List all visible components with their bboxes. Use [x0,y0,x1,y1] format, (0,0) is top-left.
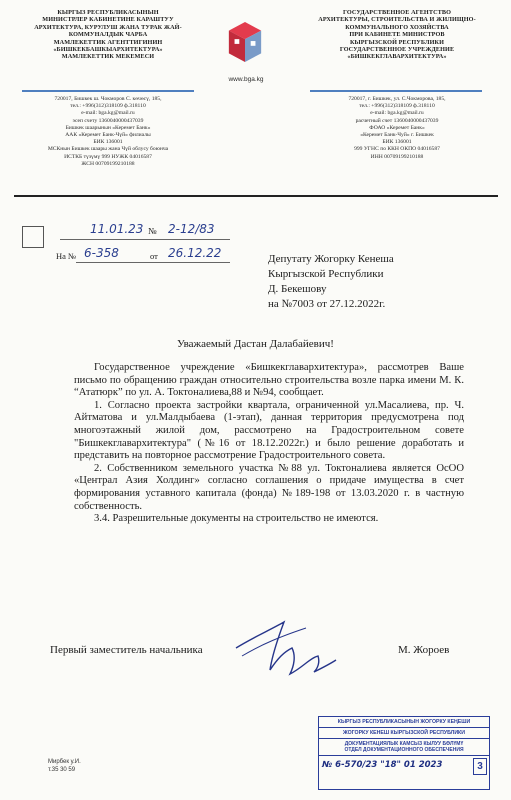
cube-logo-icon [226,20,264,64]
greeting: Уважаемый Дастан Далабайевич! [177,338,334,350]
reference-label: На № [56,251,77,261]
header-left-line: МИНИСТРЛЕР КАБИНЕТИНЕ КАРАШТУУ [42,16,174,24]
stamp-box-number: 3 [473,758,487,775]
header-left-title [18,9,198,61]
executor-phone: т.35 30 59 [48,767,76,773]
header-left-detail: тел.: +996(312)318109 ф.318110 [70,103,146,110]
header-right-detail: e-mail: bga.kg@mail.ru [370,110,424,117]
stamp-line: ОТДЕЛ ДОКУМЕНТАЦИОННОГО ОБЕСПЕЧЕНИЯ [319,747,489,756]
body-intro: Государственное учреждение «Бишкекглавархитектура», рассмотрев Ваше письмо по обращению граждан относительно строительства возле парка имени М. К. “Ататюрк” по ул. А. Токтоналиева,88 и №94, сообщает. [74,362,464,399]
header-right-line: ГОСУДАРСТВЕННОЕ УЧРЕЖДЕНИЕ [339,46,455,54]
header-left-line: КОММУНАЛДЫК ЧАРБА [68,31,148,39]
header-right-line: АРХИТЕКТУРЫ, СТРОИТЕЛЬСТВА И ЖИЛИЩНО- [318,16,476,24]
header-right-line: КОММУНАЛЬНОГО ХОЗЯЙСТВА [345,23,449,31]
header-left-divider [22,90,194,92]
stamp-line: ЖОГОРКУ КЕНЕШ КЫРГЫЗСКОЙ РЕСПУБЛИКИ [319,728,489,739]
header-right-detail: «Керемет Банк-Чуй» г. Бишкек [360,132,434,139]
header-left-details [18,96,198,168]
header-right-detail: ИНН 00709199210188 [370,153,424,160]
header-separator [14,195,498,197]
reference-from-label: от [150,251,158,261]
addressee-line: Кыргызской Республики [268,268,384,280]
header-left-line: МАМЛЕКЕТТИК АГЕНТТИГИНИН [53,38,163,46]
agency-logo [222,20,268,84]
header-left-detail: e-mail: bga.kg@mail.ru [81,110,135,117]
header-right-detail: 720017, г. Бишкек, ул. С.Чокморова, 185, [348,96,446,102]
header-left-detail: МСКнын Бишкек шаары жана Чүй облусу боюнча [47,146,169,153]
registration-line [60,239,230,240]
header-right-line: ПРИ КАБИНЕТЕ МИНИСТРОВ [349,31,445,39]
header-right-details [302,96,492,161]
header-right-detail: БИК 136001 [382,139,412,146]
header-right-title [302,9,492,61]
addressee-line: Д. Бекешову [268,283,327,295]
header-left-line: «БИШКЕКБАШКЫАРХИТЕКТУРА» [53,46,163,54]
header-left-detail: ЖСН 00709199210188 [81,160,135,167]
signature-position: Первый заместитель начальника [50,644,203,656]
reference-date: 26.12.22 [168,246,222,260]
header-left-detail: БИК 136001 [93,139,123,146]
body-item-1: 1. Согласно проекта застройки квартала, ограниченной ул.Масалиева, пр. Ч. Айтматова и ул.Малдыбаева (1-этап), данная территория предусмотрена под многоэтажный жилой дом, рассмотрено на Градостроительном совете "Бишкекглавархитектура" (№16 от 18.12.2022г.) и было решение доработать и представить на повторное рассмотрение Градостроительного совета. [74,399,464,462]
header-right-line: КЫРГЫЗСКОЙ РЕСПУБЛИКИ [349,38,445,46]
header-left-detail: эсеп счету 1360040000437039 [72,117,144,124]
header-left-line: МАМЛЕКЕТТИК МЕКЕМЕСИ [61,53,155,61]
body-item-3: 3.4. Разрешительные документы на строительство не имеются. [94,513,379,525]
header-right-divider [310,90,482,92]
header-left-detail: Бишкек шаарынын «Керемет Банк» [65,124,151,131]
website-link[interactable]: www.bga.kg [228,76,264,83]
registration-stamp [318,716,490,790]
executor-block [48,758,81,774]
registration-number: 2-12/83 [168,222,215,236]
registration-corner-box [22,226,44,248]
header-left-detail: ААК «Керемет Банк-Чүй» филиалы [65,132,151,139]
body-item-2: 2. Собственником земельного участка №88 ул. Токтоналиева является ОсОО «Централ Азия Холдинг» согласно соглашения о придаче имущества в счет формирования уставного капитала (фонда) №189-198 от 13.03.2020 г. в частную собственность. [74,462,464,512]
header-left-detail: ИСТКБ түзүмү 999 НУЖК 04016587 [64,153,152,160]
reference-number: 6-358 [84,246,119,260]
header-right-detail: расчетный счет 1360040000437039 [355,117,439,124]
reference-line [76,262,230,263]
letter-body [74,362,464,526]
header-left-detail: 720017, Бишкек ш. Чокморов С. көчөсү, 185, [54,96,162,102]
header-left-line: АРХИТЕКТУРА, КУРУЛУШ ЖАНА ТУРАК ЖАЙ- [34,23,182,31]
addressee-line: Депутату Жогорку Кенеша [268,253,394,265]
executor-name: Мирбек у.И. [48,759,81,765]
stamp-line: ДОКУМЕНТАЦИЯЛЫК КАМСЫЗ КЫЛУУ БӨЛҮМҮ [344,741,464,747]
stamp-line: КЫРГЫЗ РЕСПУБЛИКАСЫНЫН ЖОГОРКУ КЕҢЕШИ [319,717,489,728]
addressee-line: на №7003 от 27.12.2022г. [268,298,386,310]
header-right-detail: тел.: +996(312)318109 ф.318110 [359,103,435,110]
header-left-line: КЫРГЫЗ РЕСПУБЛИКАСЫНЫН [57,9,159,16]
signature-name: М. Жороев [398,644,450,656]
header-right-line: «БИШКЕКГЛАВАРХИТЕКТУРА» [347,53,447,61]
addressee-block [268,252,488,312]
stamp-reg-text: № 6-570/23 "18" 01 2023 [322,760,443,770]
header-right-detail: ФОАО «Керемет Банк» [369,124,425,131]
registration-number-label: № [148,226,157,236]
header-right-line: ГОСУДАРСТВЕННОЕ АГЕНТСТВО [342,9,452,16]
handwritten-signature [222,608,342,688]
header-right-detail: 999 УГНС по ККН ОКПО 04016587 [354,146,440,153]
registration-date: 11.01.23 [90,222,144,236]
